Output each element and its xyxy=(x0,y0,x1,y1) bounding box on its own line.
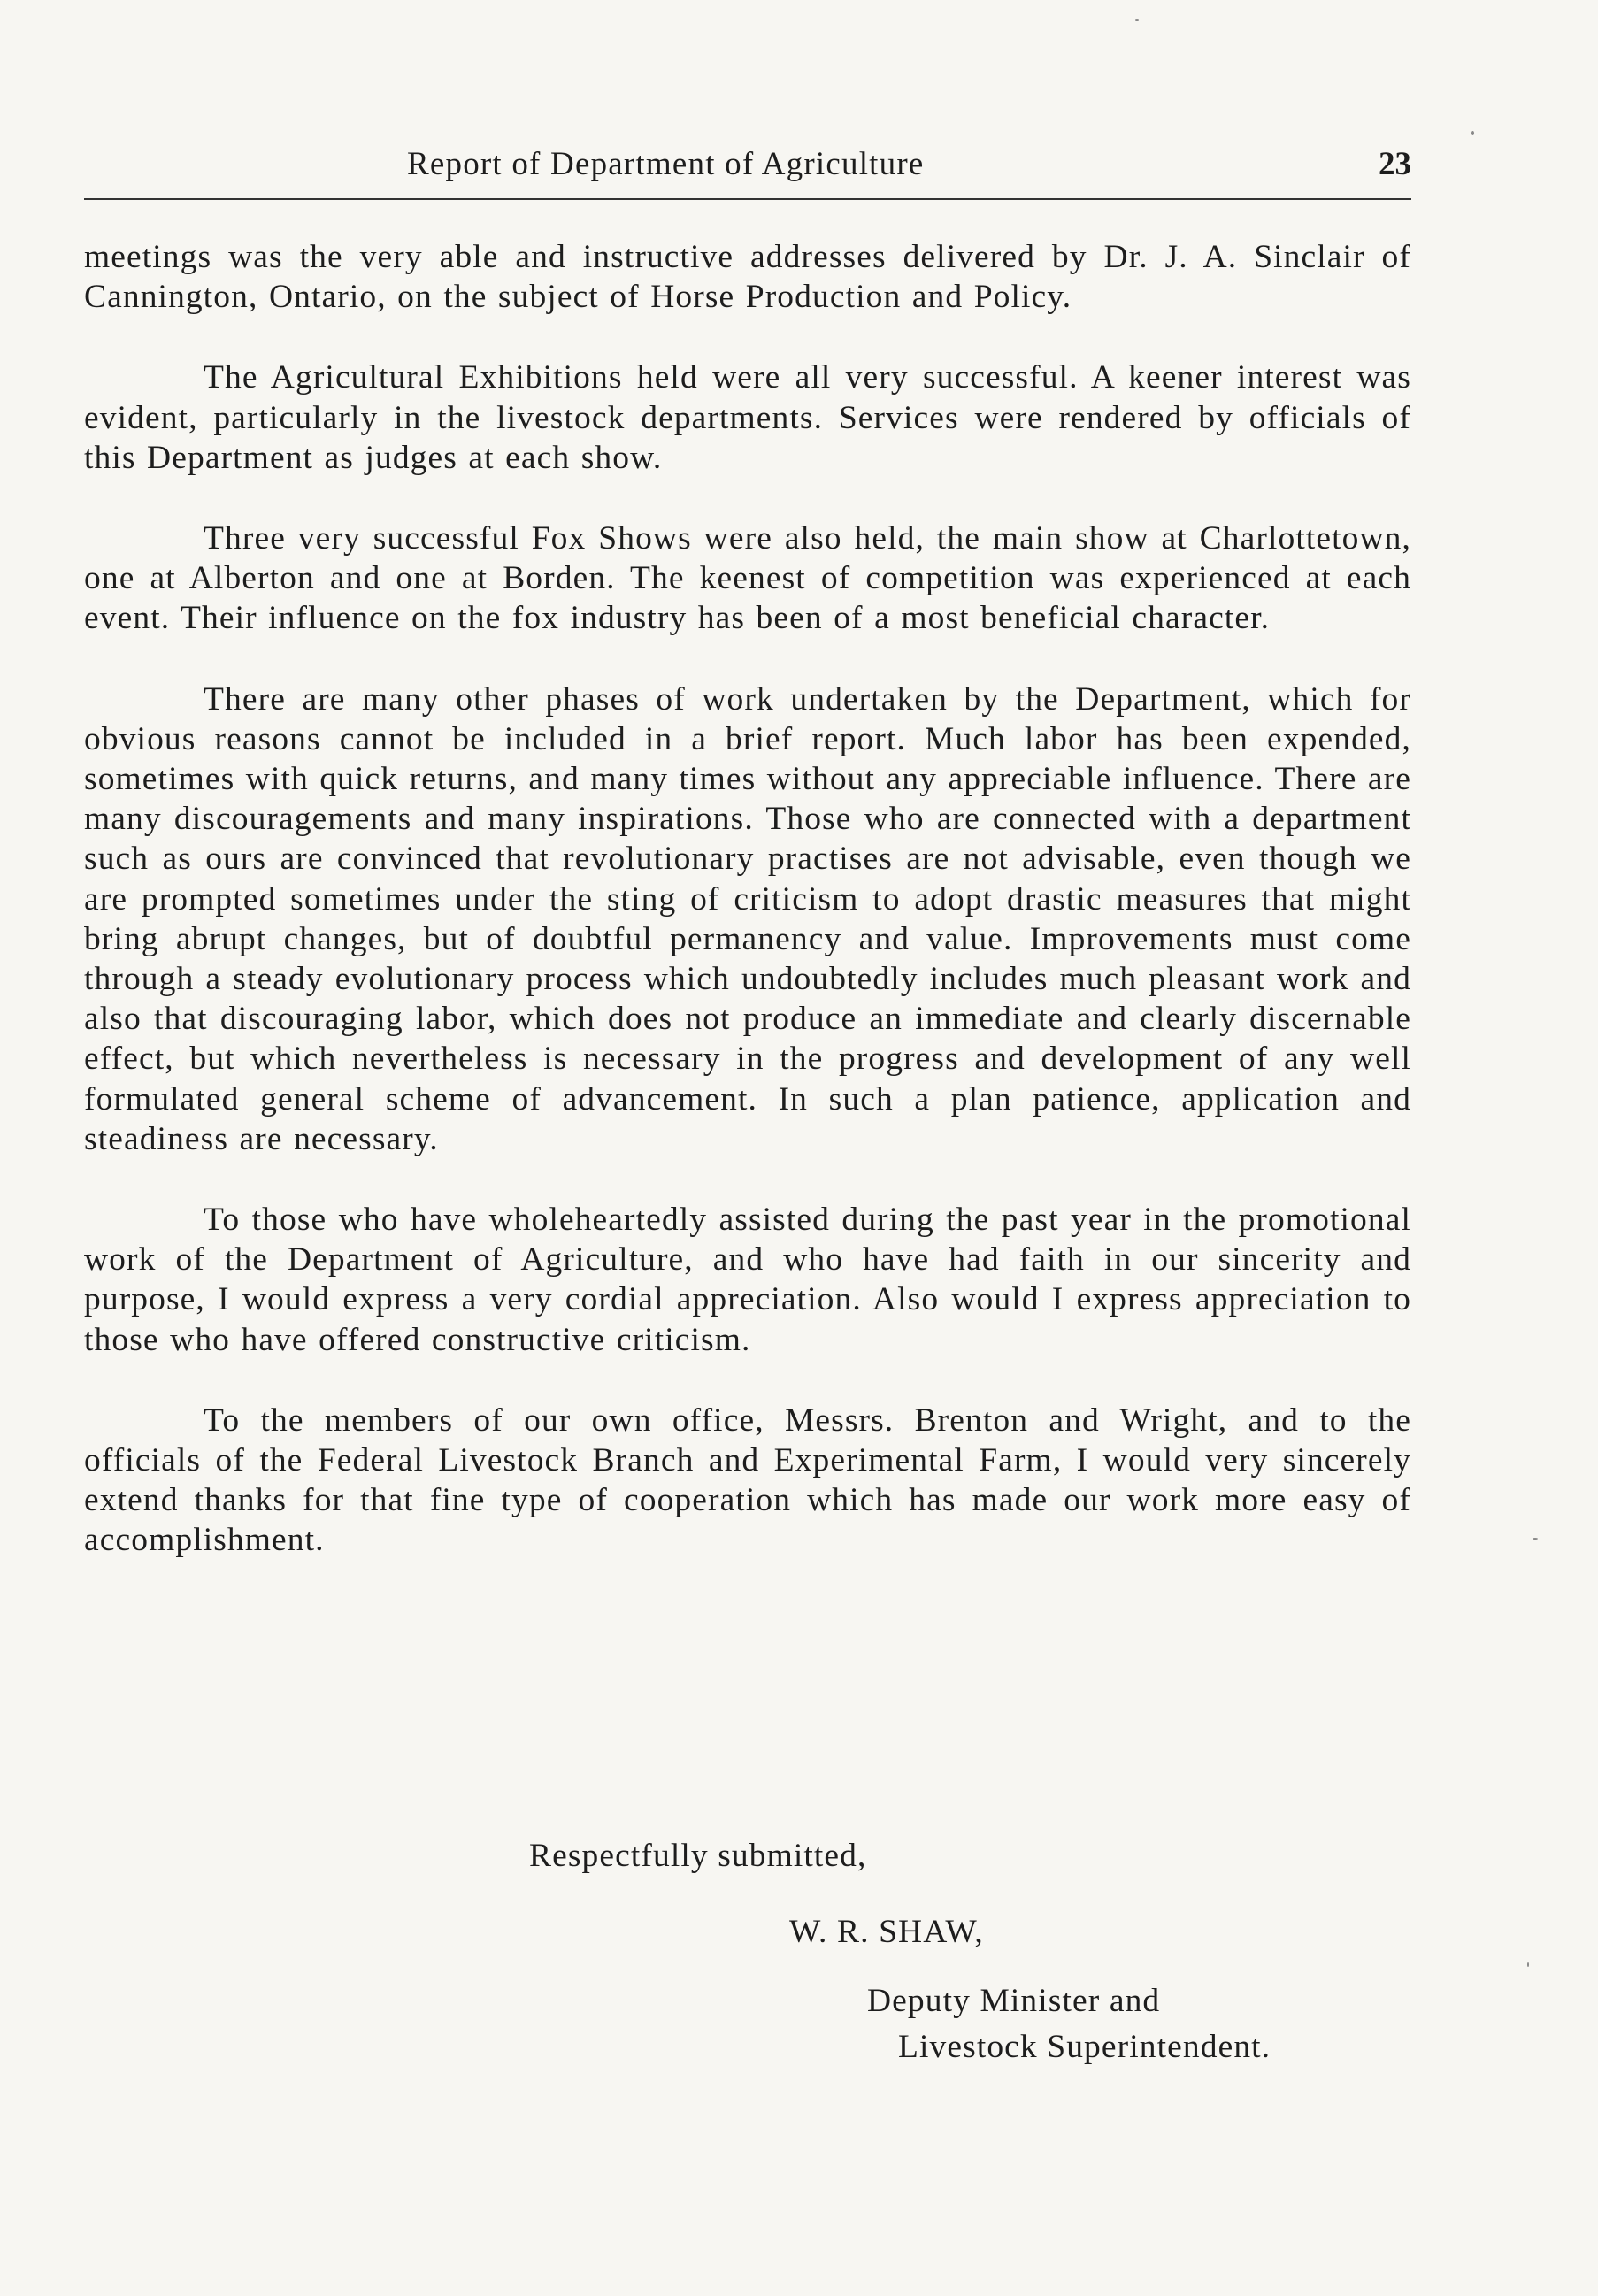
scan-speck xyxy=(1135,19,1139,21)
closing-salutation: Respectfully submitted, xyxy=(529,1838,867,1874)
header-rule xyxy=(84,198,1411,200)
paragraph-continued: meetings was the very able and instructive addresses delivered by Dr. J. A. Sinclair of Cannington, Ontario, on the subject of Horse Production and Policy. xyxy=(84,239,1411,316)
running-header-title: Report of Department of Agriculture xyxy=(407,146,925,182)
paragraph-fox-shows: Three very successful Fox Shows were also held, the main show at Charlottetown, one at Alberton and one at Borden. The keenest of competition was experienced at each event. Their influence on the fox industry has been of a most beneficial character. xyxy=(84,520,1411,637)
scan-speck xyxy=(1527,1962,1529,1967)
page-number: 23 xyxy=(1379,146,1411,182)
signatory-name: W. R. SHAW, xyxy=(789,1914,984,1950)
paragraph-exhibitions: The Agricultural Exhibitions held were all very successful. A keener interest was evident, particularly in the livestock departments. Services were rendered by officials of this Department as judges at each show. xyxy=(84,359,1411,476)
paragraph-other-work: There are many other phases of work undertaken by the Department, which for obvious reasons cannot be included in a brief report. Much labor has been expended, sometimes with quick returns, and many times without any appreciable influence. There are many discouragements and many inspirations. Those who are connected with a department such as ours are convinced that revolutionary practises are not advisable, even though we are prompted sometimes under the sting of criticism to adopt drastic measures that might bring abrupt changes, but of doubtful permanency and value. Improvements must come through a steady evolutionary process which undoubtedly includes much pleasant work and also that discouraging labor, which does not produce an immediate and clearly discernable effect, but which nevertheless is necessary in the progress and development of any well formulated general scheme of advancement. In such a plan patience, application and steadiness are necessary. xyxy=(84,680,1411,1157)
scan-speck xyxy=(1471,131,1474,135)
scan-speck xyxy=(1533,1538,1538,1540)
report-body xyxy=(84,237,1411,1601)
paragraph-appreciation: To those who have wholeheartedly assisted during the past year in the promotional work of the Department of Agriculture, and who have had faith in our sincerity and purpose, I would express a very cordial appreciation. Also would I express appreciation to those who have offered constructive criticism. xyxy=(84,1202,1411,1358)
signatory-title-line-1: Deputy Minister and xyxy=(867,1983,1161,2019)
paragraph-thanks: To the members of our own office, Messrs. Brenton and Wright, and to the officials of the Federal Livestock Branch and Experimental Farm, I would very sincerely extend thanks for that fine type of cooperation which has made our work more easy of accomplishment. xyxy=(84,1401,1411,1559)
signatory-title-line-2: Livestock Superintendent. xyxy=(898,2029,1271,2065)
running-header xyxy=(84,134,1411,205)
